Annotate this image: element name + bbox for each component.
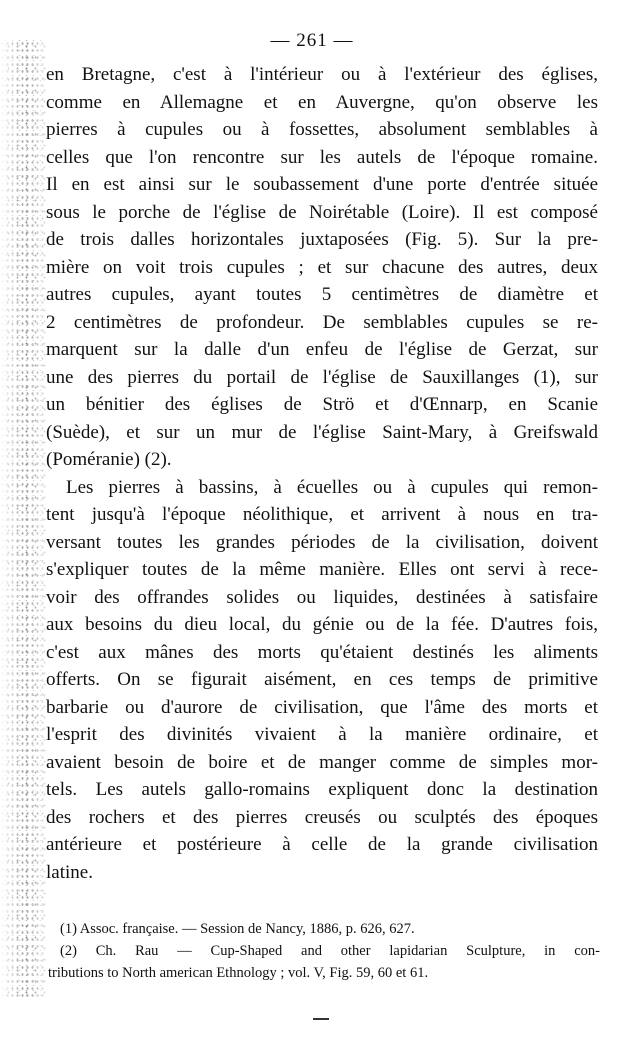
footnote-1: (1) Assoc. française. — Session de Nancy, 1886, p. 626, 627. (60, 921, 415, 937)
footnote-2-continuation: tributions to North american Ethnology ; vol. V, Fig. 59, 60 et 61. (48, 965, 429, 981)
text-line: des rochers et des pierres creusés ou sculptés des époques (46, 806, 598, 828)
text-line: un bénitier des églises de Strö et d'Œnnarp, en Scanie (46, 394, 598, 415)
footnotes (48, 918, 600, 984)
text-line: c'est aux mânes des morts qu'étaient destinés les aliments (46, 641, 598, 663)
text-line: latine. (46, 861, 93, 883)
paragraph-start-line: Les pierres à bassins, à écuelles ou à cupules qui remon- (66, 476, 598, 498)
text-line: une des pierres du portail de l'église de Sauxillanges (1), sur (46, 366, 598, 388)
text-line: offerts. On se figurait aisément, en ces temps de primitive (46, 669, 598, 690)
text-line: barbarie ou d'aurore de civilisation, que l'âme des morts et (46, 696, 598, 718)
text-line: s'expliquer toutes de la même manière. Elles ont servi à rece- (46, 559, 598, 580)
text-line: mière on voit trois cupules ; et sur chacune des autres, deux (46, 256, 598, 278)
text-line: de trois dalles horizontales juxtaposées (Fig. 5). Sur la pre- (46, 229, 598, 250)
text-line: antérieure et postérieure à celle de la grande civilisation (46, 834, 598, 855)
text-line: tent jusqu'à l'époque néolithique, et arrivent à nous en tra- (46, 504, 598, 525)
text-line: aux besoins du dieu local, du génie ou de la fée. D'autres fois, (46, 614, 598, 635)
body-text (46, 61, 598, 886)
footnote-2: (2) Ch. Rau — Cup-Shaped and other lapidarian Sculpture, in con- (60, 943, 600, 959)
text-line: (Poméranie) (2). (46, 449, 172, 470)
text-line: versant toutes les grandes périodes de la civilisation, doivent (46, 531, 598, 553)
text-line: tels. Les autels gallo-romains expliquent donc la destination (46, 779, 598, 800)
binding-margin-speckle (0, 40, 46, 1000)
text-line: autres cupules, ayant toutes 5 centimètres de diamètre et (46, 284, 598, 305)
text-line: 2 centimètres de profondeur. De semblables cupules se re- (46, 311, 598, 333)
text-line: (Suède), et sur un mur de l'église Saint-Mary, à Greifswald (46, 421, 598, 443)
text-line: voir des offrandes solides ou liquides, destinées à satisfaire (46, 586, 598, 608)
text-line: celles que l'on rencontre sur les autels de l'époque romaine. (46, 146, 598, 168)
text-line: avaient besoin de boire et de manger comme de simples mor- (46, 751, 598, 773)
bottom-dash-mark (313, 1018, 329, 1020)
text-line: marquent sur la dalle d'un enfeu de l'église de Gerzat, sur (46, 339, 598, 360)
text-line: en Bretagne, c'est à l'intérieur ou à l'extérieur des églises, (46, 64, 598, 85)
text-line: comme en Allemagne et en Auvergne, qu'on observe les (46, 91, 598, 113)
text-line: sous le porche de l'église de Noirétable (Loire). Il est composé (46, 201, 598, 223)
text-line: pierres à cupules ou à fossettes, absolument semblables à (46, 119, 598, 140)
page-number: — 261 — (270, 30, 354, 51)
text-line: Il en est ainsi sur le soubassement d'une porte d'entrée située (46, 174, 598, 195)
text-line: l'esprit des divinités vivaient à la manière ordinaire, et (46, 724, 598, 745)
